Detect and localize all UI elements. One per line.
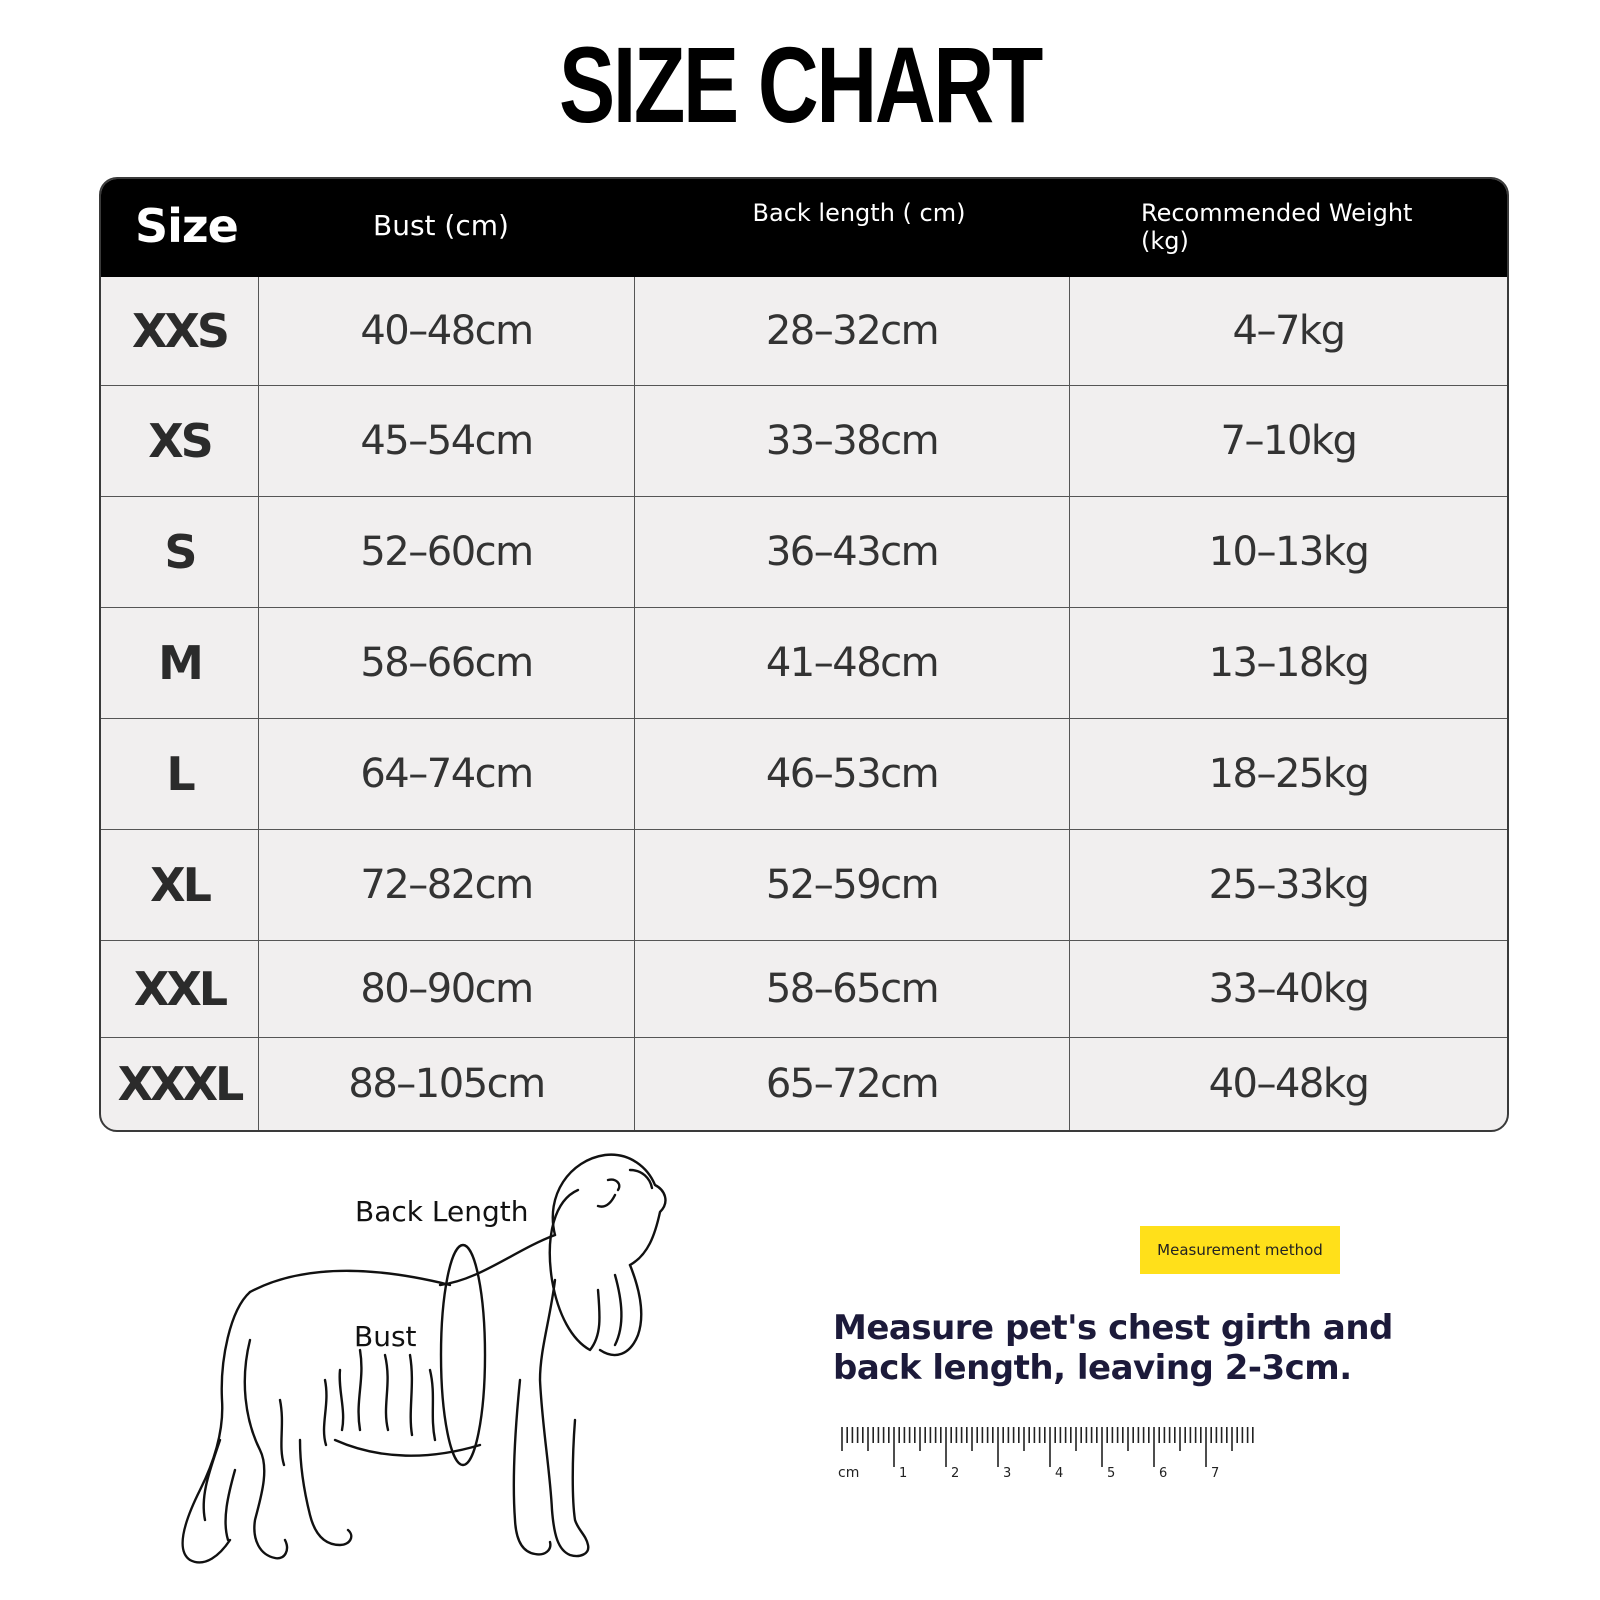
back-length-cell: 33–38cm [634, 386, 1069, 496]
ruler-number: 6 [1159, 1466, 1168, 1481]
ruler-number: 2 [951, 1466, 960, 1481]
weight-cell: 7–10kg [1069, 386, 1507, 496]
table-row [101, 385, 1507, 496]
ruler-number: 3 [1003, 1466, 1012, 1481]
size-chart-table [99, 177, 1509, 1132]
ruler-number: 5 [1107, 1466, 1116, 1481]
back-length-cell: 36–43cm [634, 497, 1069, 607]
back-length-cell: 65–72cm [634, 1038, 1069, 1130]
table-row [101, 718, 1507, 829]
weight-cell: 10–13kg [1069, 497, 1507, 607]
size-cell: S [164, 525, 195, 579]
measurement-method-badge: Measurement method [1140, 1226, 1340, 1274]
size-cell: XL [150, 858, 209, 912]
table-row [101, 496, 1507, 607]
size-cell: XS [148, 414, 211, 468]
weight-cell: 40–48kg [1069, 1038, 1507, 1130]
measurement-instruction: Measure pet's chest girth and back length, leaving 2-3cm. [833, 1308, 1393, 1388]
bust-cell: 45–54cm [258, 386, 634, 496]
size-cell: XXL [133, 962, 226, 1016]
page-title: SIZE CHART [558, 24, 1042, 145]
bust-cell: 58–66cm [258, 608, 634, 718]
ruler-number: 1 [899, 1466, 908, 1481]
ruler-number: 7 [1211, 1466, 1220, 1481]
table-row [101, 940, 1507, 1037]
ruler-number: 4 [1055, 1466, 1064, 1481]
size-cell: M [158, 636, 201, 690]
bust-cell: 64–74cm [258, 719, 634, 829]
table-header [101, 179, 1507, 277]
size-cell: L [166, 747, 193, 801]
table-row [101, 607, 1507, 718]
back-length-cell: 58–65cm [634, 941, 1069, 1037]
bust-cell: 72–82cm [258, 830, 634, 940]
back-length-label: Back Length [355, 1195, 529, 1228]
header-recommended-weight: Recommended Weight (kg) [1141, 199, 1413, 255]
back-length-cell: 28–32cm [634, 277, 1069, 385]
back-length-cell: 41–48cm [634, 608, 1069, 718]
weight-cell: 25–33kg [1069, 830, 1507, 940]
back-length-cell: 52–59cm [634, 830, 1069, 940]
ruler-unit-label: cm [838, 1465, 860, 1481]
table-row [101, 277, 1507, 385]
size-cell: XXXL [117, 1057, 242, 1111]
header-size: Size [135, 199, 238, 253]
weight-cell: 13–18kg [1069, 608, 1507, 718]
bust-cell: 88–105cm [258, 1038, 634, 1130]
table-row [101, 1037, 1507, 1130]
ruler-icon [836, 1425, 1256, 1485]
bust-cell: 40–48cm [258, 277, 634, 385]
bust-label: Bust [354, 1320, 417, 1353]
back-length-cell: 46–53cm [634, 719, 1069, 829]
header-bust: Bust (cm) [373, 209, 509, 242]
header-back-length: Back length ( cm) [752, 199, 966, 227]
weight-cell: 4–7kg [1069, 277, 1507, 385]
size-cell: XXS [131, 304, 228, 358]
weight-cell: 33–40kg [1069, 941, 1507, 1037]
weight-cell: 18–25kg [1069, 719, 1507, 829]
table-row [101, 829, 1507, 940]
bust-cell: 52–60cm [258, 497, 634, 607]
bust-cell: 80–90cm [258, 941, 634, 1037]
